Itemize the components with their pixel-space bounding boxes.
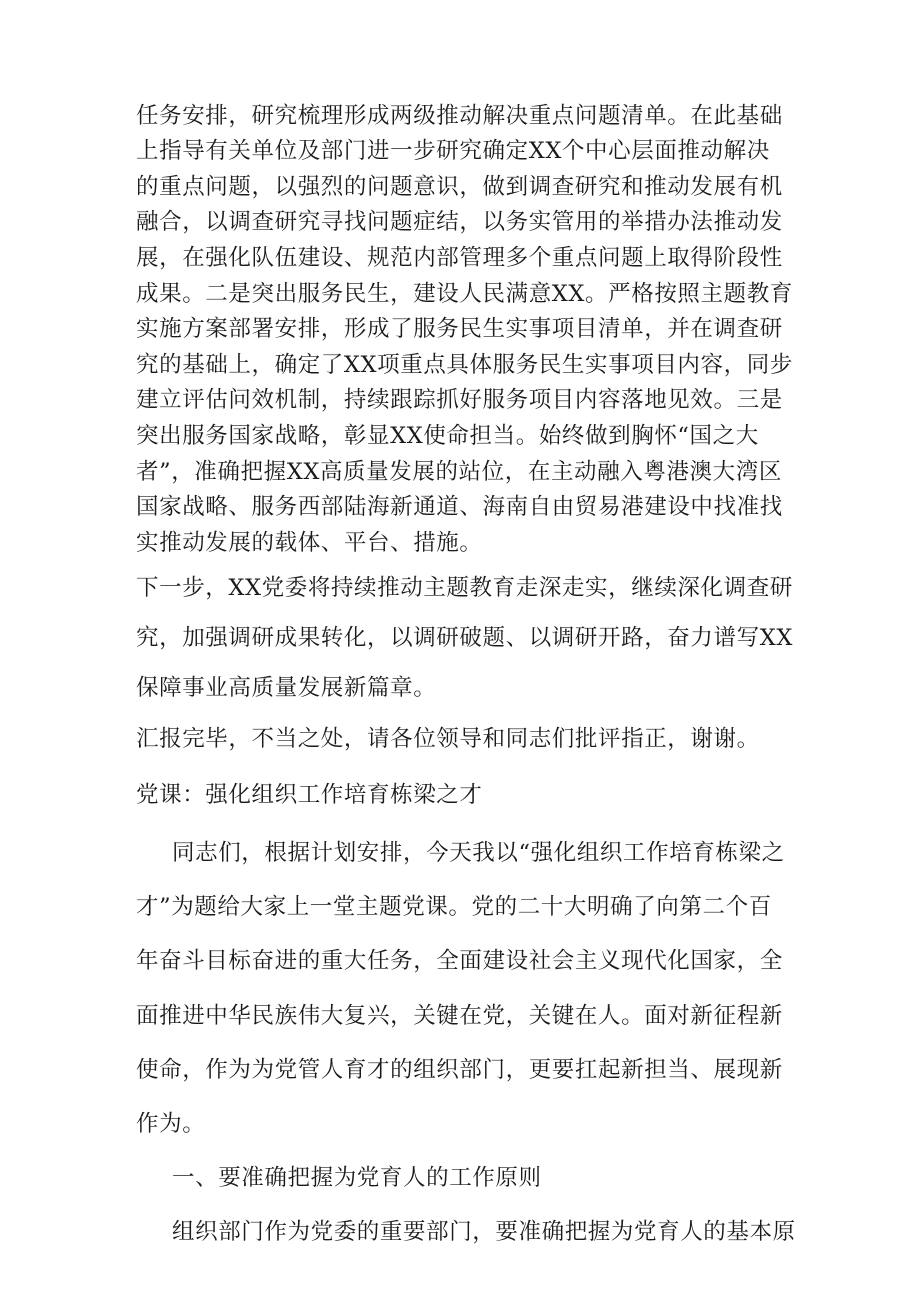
text-line: 实施方案部署安排，形成了服务民生实事项目清单，并在调查研 <box>136 316 783 342</box>
text-line: 展，在强化队伍建设、规范内部管理多个重点问题上取得阶段性 <box>136 245 783 271</box>
text-line: 同志们，根据计划安排，今天我以“强化组织工作培育栋梁之 <box>172 840 785 866</box>
text-line: 成果。二是突出服务民生，建设人民满意XX。严格按照主题教育 <box>136 281 793 307</box>
text-line: 作为。 <box>136 1111 206 1137</box>
text-line: 的重点问题，以强烈的问题意识，做到调查研究和推动发展有机 <box>136 174 783 200</box>
text-line: 保障事业高质量发展新篇章。 <box>136 675 437 701</box>
text-line: 国家战略、服务西部陆海新通道、海南自由贸易港建设中找准找 <box>136 494 783 520</box>
text-line: 任务安排，研究梳理形成两级推动解决重点问题清单。在此基础 <box>136 103 783 129</box>
text-line: 实推动发展的载体、平台、措施。 <box>136 530 483 556</box>
page-title: 党课：强化组织工作培育栋梁之才 <box>136 782 483 808</box>
text-line: 才”为题给大家上一堂主题党课。党的二十大明确了向第二个百 <box>136 894 772 920</box>
text-line: 究，加强调研成果转化，以调研破题、以调研开路，奋力谱写XX <box>136 625 793 651</box>
text-line: 下一步，XX党委将持续推动主题教育走深走实，继续深化调查研 <box>136 575 793 601</box>
text-line: 面推进中华民族伟大复兴，关键在党，关键在人。面对新征程新 <box>136 1003 783 1029</box>
text-line: 突出服务国家战略，彰显XX使命担当。始终做到胸怀“国之大 <box>136 423 759 449</box>
closing-remark: 汇报完毕，不当之处，请各位领导和同志们批评指正，谢谢。 <box>136 726 760 752</box>
text-line: 组织部门作为党委的重要部门，要准确把握为党育人的基本原 <box>172 1219 796 1245</box>
text-line: 年奋斗目标奋进的重大任务，全面建设社会主义现代化国家，全 <box>136 948 783 974</box>
text-line: 者”，准确把握XX高质量发展的站位，在主动融入粤港澳大湾区 <box>136 459 782 485</box>
text-line: 融合，以调查研究寻找问题症结，以务实管用的举措办法推动发 <box>136 209 783 235</box>
section-heading: 一、要准确把握为党育人的工作原则 <box>172 1165 542 1191</box>
text-line: 使命，作为为党管人育才的组织部门，更要扛起新担当、展现新 <box>136 1057 783 1083</box>
text-line: 建立评估问效机制，持续跟踪抓好服务项目内容落地见效。三是 <box>136 387 783 413</box>
text-line: 究的基础上，确定了XX项重点具体服务民生实事项目内容，同步 <box>136 352 793 378</box>
text-line: 上指导有关单位及部门进一步研究确定XX个中心层面推动解决 <box>136 138 770 164</box>
